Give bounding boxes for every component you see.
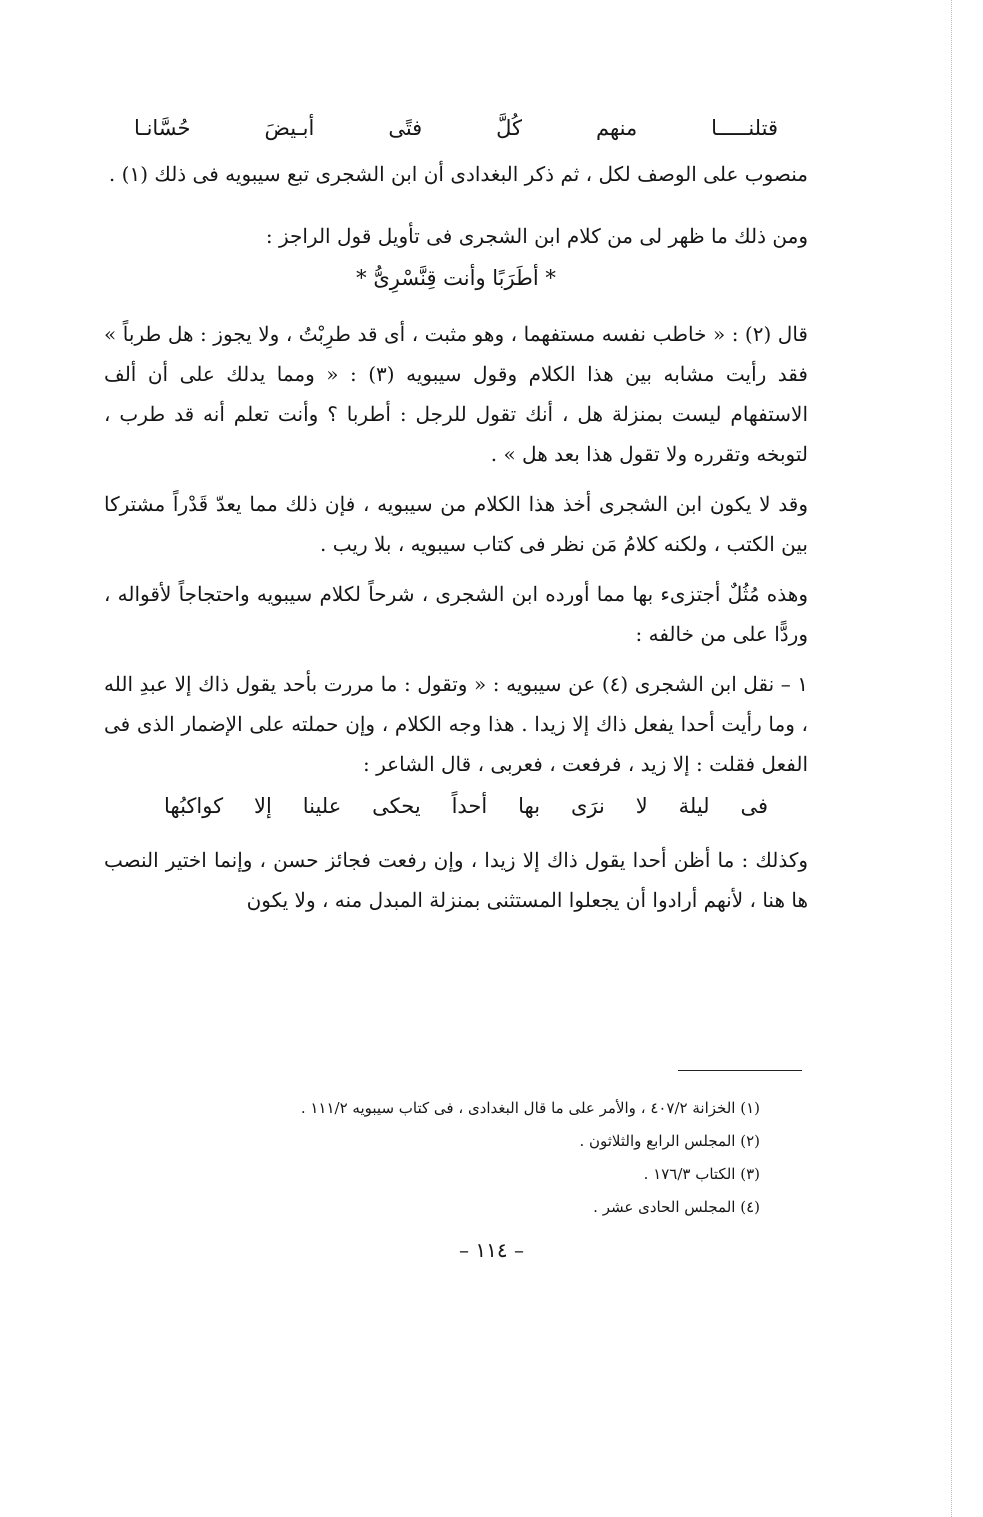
footnote-separator: [678, 1070, 802, 1071]
verse-word: كُلَّ: [496, 116, 523, 140]
verse-word: بها: [518, 794, 541, 818]
footnote: (٣) الكتاب ١٧٦/٣ .: [643, 1165, 760, 1183]
footnotes: [200, 1096, 760, 1220]
paragraph: وهذه مُثُلٌ أجتزىء بها مما أورده ابن الشجرى ، شرحاً لكلام سيبويه واحتجاجاً لأقواله ، وردًّا على من خالفه :: [104, 582, 808, 646]
verse-line-2: * أطَرَبًا وأنت قِنَّسْرِىُّ *: [356, 266, 556, 290]
verse-word: يحكى: [372, 794, 421, 818]
verse-line-1: [134, 106, 778, 150]
verse-word: أبـيضَ: [264, 116, 315, 140]
paragraph: ١ – نقل ابن الشجرى (٤) عن سيبويه : « وتقول : ما مررت بأحد يقول ذاك إلا عبدِ الله ، وما رأيت أحدا يفعل ذاك إلا زيدا . هذا وجه الكلام ، وإن حملته على الإضمار الذى فى الفعل فقلت : إلا زيد ، فرفعت ، فعربى ، قال الشاعر :: [104, 672, 809, 776]
footnote: (٤) المجلس الحادى عشر .: [593, 1198, 760, 1216]
page-number: – ١١٤ –: [459, 1238, 524, 1262]
paragraph: وكذلك : ما أظن أحدا يقول ذاك إلا زيدا ، وإن رفعت فجائز حسن ، وإنما اختير النصب ها هنا ، لأنهم أرادوا أن يجعلوا المستثنى بمنزلة المبدل منه ، ولا يكون: [104, 848, 808, 912]
paragraph: قال (٢) : « خاطب نفسه مستفهما ، وهو مثبت ، أى قد طرِبْتُ ، ولا يجوز : هل طرباً » فقد رأيت مشابه بين هذا الكلام وقول سيبويه (٣) : « ومما يدلك على أن ألف الاستفهام ليست بمنزلة هل ، أنك تقول للرجل : أطربا ؟ وأنت تعلم أنه قد طرب ، لتوبخه وتقرره ولا تقول هذا بعد هل » .: [104, 322, 808, 466]
verse-word: أحداً: [451, 794, 488, 818]
paragraph: منصوب على الوصف لكل ، ثم ذكر البغدادى أن ابن الشجرى تبع سيبويه فى ذلك (١) .: [108, 162, 808, 186]
verse-word: إلا: [254, 794, 272, 818]
verse-word: نرَى: [570, 794, 605, 818]
verse-word: قتلنـــــا: [711, 116, 778, 140]
verse-word: فى: [740, 794, 768, 818]
verse-word: كواكبُها: [164, 794, 224, 818]
paragraph: وقد لا يكون ابن الشجرى أخذ هذا الكلام من سيبويه ، فإن ذلك مما يعدّ قَدْراً مشتركا بين الكتب ، ولكنه كلامُ مَن نظر فى كتاب سيبويه ، بلا ريب .: [104, 492, 808, 556]
verse-word: حُسَّانـا: [134, 116, 191, 140]
verse-word: ليلة: [678, 794, 710, 818]
verse-line-3: [164, 784, 768, 828]
verse-word: فتًى: [388, 116, 423, 140]
paragraph: ومن ذلك ما ظهر لى من كلام ابن الشجرى فى تأويل قول الراجز :: [265, 224, 808, 248]
footnote: (٢) المجلس الرابع والثلاثون .: [579, 1132, 760, 1150]
scan-edge-line: [951, 0, 952, 1517]
verse-word: منهم: [595, 116, 638, 140]
verse-word: علينا: [302, 794, 342, 818]
verse-word: لا: [635, 794, 648, 818]
footnote: (١) الخزانة ٤٠٧/٢ ، والأمر على ما قال البغدادى ، فى كتاب سيبويه ١١١/٢ .: [300, 1099, 760, 1117]
page-body: [104, 106, 808, 920]
